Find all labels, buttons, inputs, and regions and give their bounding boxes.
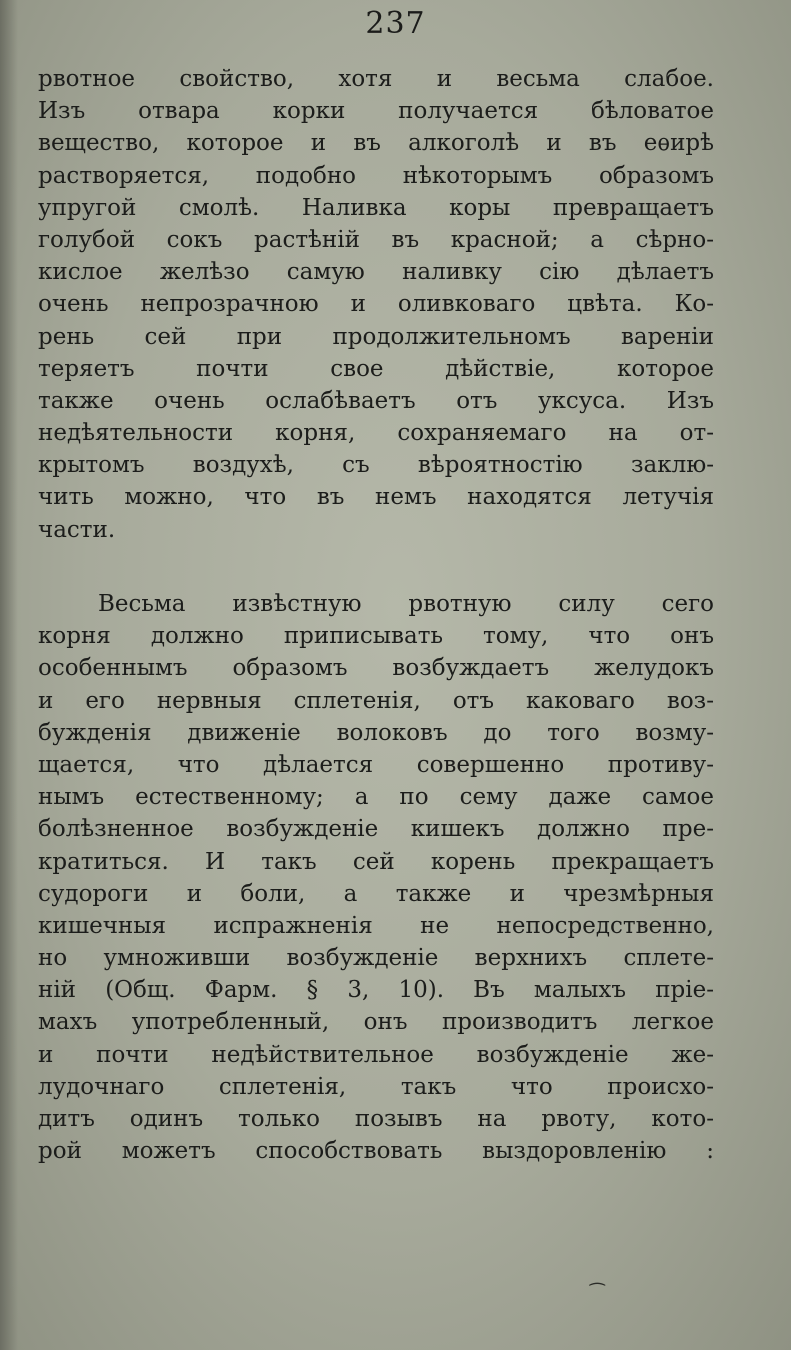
text-line: рой можетъ способствовать выздоровленію : [38,1138,714,1165]
text-line: части. [38,516,116,543]
text-line: также очень ослабѣваетъ отъ уксуса. Изъ [38,387,714,414]
text-line: махъ употребленный, онъ производитъ легкое [38,1009,714,1036]
text-line: вещество, которое и въ алкоголѣ и въ еѳирѣ [38,130,714,157]
text-line: кратиться. И такъ сей корень прекращаетъ [38,848,714,875]
paragraph-1 [38,63,714,546]
text-line: рвотное свойство, хотя и весьма слабое. [38,66,714,92]
page-number: 237 [365,6,426,41]
ink-speck: ⁀ [590,1283,605,1304]
text-line: лудочнаго сплетенія, такъ что происхо- [38,1073,714,1100]
text-line: бужденія движеніе волоковъ до того возму- [38,719,714,746]
text-line: недѣятельности корня, сохраняемаго на от- [38,420,714,447]
text-line: кислое желѣзо самую наливку сію дѣлаетъ [38,259,714,286]
text-line: болѣзненное возбужденіе кишекъ должно пре- [38,816,714,843]
text-line: судороги и боли, а также и чрезмѣрныя [38,880,714,907]
text-line: чить можно, что въ немъ находятся летучія [38,484,714,511]
text-line: щается, что дѣлается совершенно противу- [38,751,714,778]
text-line: корня должно приписывать тому, что онъ [38,623,714,650]
text-line: и его нервныя сплетенія, отъ каковаго воз- [38,687,714,714]
text-line: растворяется, подобно нѣкоторымъ образомъ [38,162,714,189]
text-line: голубой сокъ растѣній въ красной; а сѣрно- [38,226,714,253]
text-line: ній (Общ. Фарм. § 3, 10). Въ малыхъ пріе- [38,977,714,1004]
text-line: крытомъ воздухѣ, съ вѣроятностію заклю- [38,452,714,479]
text-line: теряетъ почти свое дѣйствіе, которое [38,355,714,382]
paragraph-2 [38,588,714,1167]
text-line: кишечныя испражненія не непосредственно, [38,912,714,939]
text-line: дитъ одинъ только позывъ на рвоту, кото- [38,1106,714,1132]
text-line: особеннымъ образомъ возбуждаетъ желудокъ [38,655,714,682]
text-line: упругой смолѣ. Наливка коры превращаетъ [38,194,714,221]
text-line: очень непрозрачною и оливковаго цвѣта. Ко- [38,291,714,318]
text-line: нымъ естественному; а по сему даже самое [38,784,714,811]
text-line: и почти недѣйствительное возбужденіе же- [38,1041,714,1068]
text-line: Весьма извѣстную рвотную силу сего [98,591,714,617]
text-line: рень сей при продолжительномъ вареніи [38,323,714,350]
text-line: но умноживши возбужденіе верхнихъ сплете- [38,945,714,972]
text-line: Изъ отвара корки получается бѣловатое [38,98,714,125]
page-gutter-shadow [0,0,18,1350]
